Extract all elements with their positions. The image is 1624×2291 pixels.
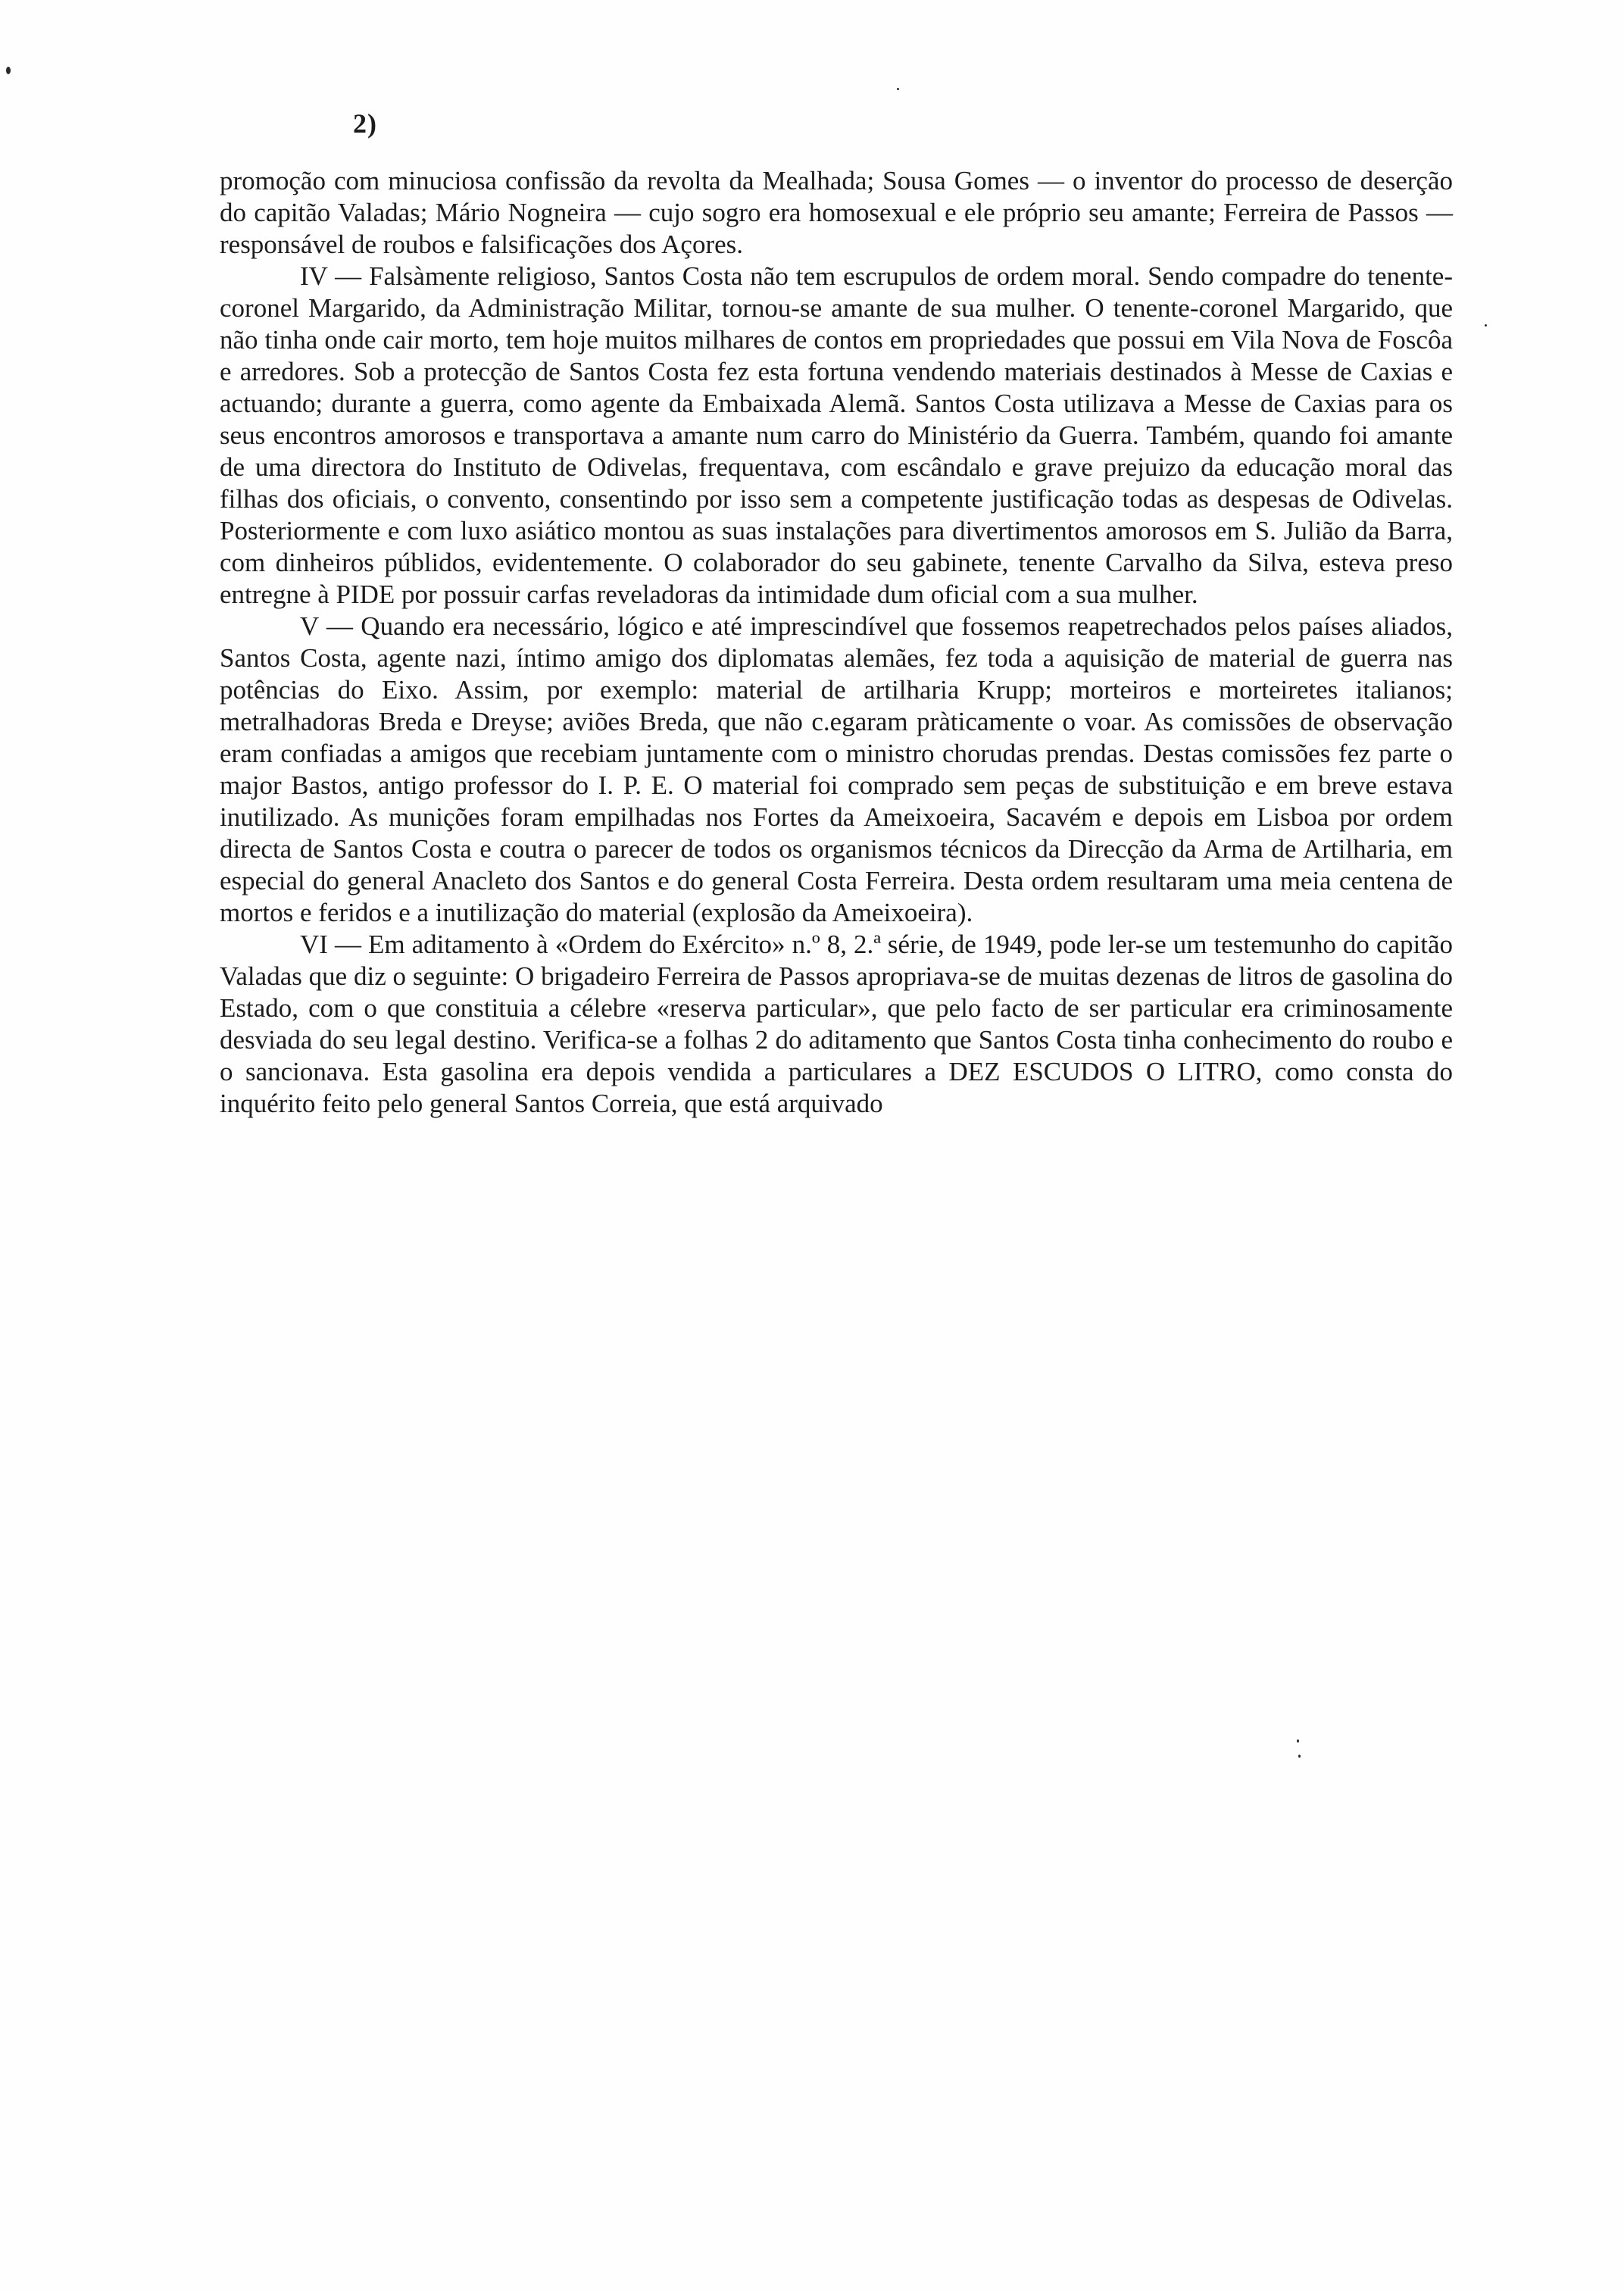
paragraph-1: promoção com minuciosa confissão da revolta da Mealhada; Sousa Gomes — o inventor do processo de deserção do capitão Valadas; Mário Nogneira — cujo sogro era homosexual e ele próprio seu amante; Ferreira de Passos — responsável de roubos e falsificações dos Açores. — [220, 166, 1453, 259]
scan-speck — [1298, 1755, 1301, 1758]
page-number: 2) — [353, 108, 377, 139]
scan-speck — [6, 67, 11, 74]
scan-speck — [1485, 324, 1487, 327]
paragraph-iv: IV — Falsàmente religioso, Santos Costa não tem escrupulos de ordem moral. Sendo compadre do tenente-coronel Margarido, da Administração Militar, tornou-se amante de sua mulher. O tenente-coronel Margarido, que não tinha onde cair morto, tem hoje muitos milhares de contos em propriedades que possui em Vila Nova de Foscôa e arredores. Sob a protecção de Santos Costa fez esta fortuna vendendo materiais destinados à Messe de Caxias e actuando; durante a guerra, como agente da Embaixada Alemã. Santos Costa utilizava a Messe de Caxias para os seus encontros amorosos e transportava a amante num carro do Ministério da Guerra. Também, quando foi amante de uma directora do Instituto de Odivelas, frequentava, com escândalo e grave prejuizo da educação moral das filhas dos oficiais, o convento, consentindo por isso sem a competente justificação todas as despesas de Odivelas. Posteriormente e com luxo asiático montou as suas instalações para divertimentos amorosos em S. Julião da Barra, com dinheiros públidos, evidentemente. O colaborador do seu gabinete, tenente Carvalho da Silva, esteva preso entregne à PIDE por possuir carfas reveladoras da intimidade dum oficial com a sua mulher. — [220, 261, 1453, 609]
body-text — [220, 165, 1453, 1120]
scan-speck — [1297, 1739, 1299, 1742]
scan-speck — [897, 88, 899, 90]
paragraph-v: V — Quando era necessário, lógico e até imprescindível que fossemos reapetrechados pelos países aliados, Santos Costa, agente nazi, íntimo amigo dos diplomatas alemães, fez toda a aquisição de material de guerra nas potências do Eixo. Assim, por exemplo: material de artilharia Krupp; morteiros e morteiretes italianos; metralhadoras Breda e Dreyse; aviões Breda, que não c.egaram pràticamente o voar. As comissões de observação eram confiadas a amigos que recebiam juntamente com o ministro chorudas prendas. Destas comissões fez parte o major Bastos, antigo professor do I. P. E. O material foi comprado sem peças de substituição e em breve estava inutilizado. As munições foram empilhadas nos Fortes da Ameixoeira, Sacavém e depois em Lisboa por ordem directa de Santos Costa e coutra o parecer de todos os organismos técnicos da Direcção da Arma de Artilharia, em especial do general Anacleto dos Santos e do general Costa Ferreira. Desta ordem resultaram uma meia centena de mortos e feridos e a inutilização do material (explosão da Ameixoeira). — [220, 611, 1453, 927]
paragraph-vi: VI — Em aditamento à «Ordem do Exército» n.º 8, 2.ª série, de 1949, pode ler-se um testemunho do capitão Valadas que diz o seguinte: O brigadeiro Ferreira de Passos apropriava-se de muitas dezenas de litros de gasolina do Estado, com o que constituia a célebre «reserva particular», que pelo facto de ser particular era criminosamente desviada do seu legal destino. Verifica-se a folhas 2 do aditamento que Santos Costa tinha conhecimento do roubo e o sancionava. Esta gasolina era depois vendida a particulares a DEZ ESCUDOS O LITRO, como consta do inquérito feito pelo general Santos Correia, que está arquivado — [220, 930, 1453, 1118]
